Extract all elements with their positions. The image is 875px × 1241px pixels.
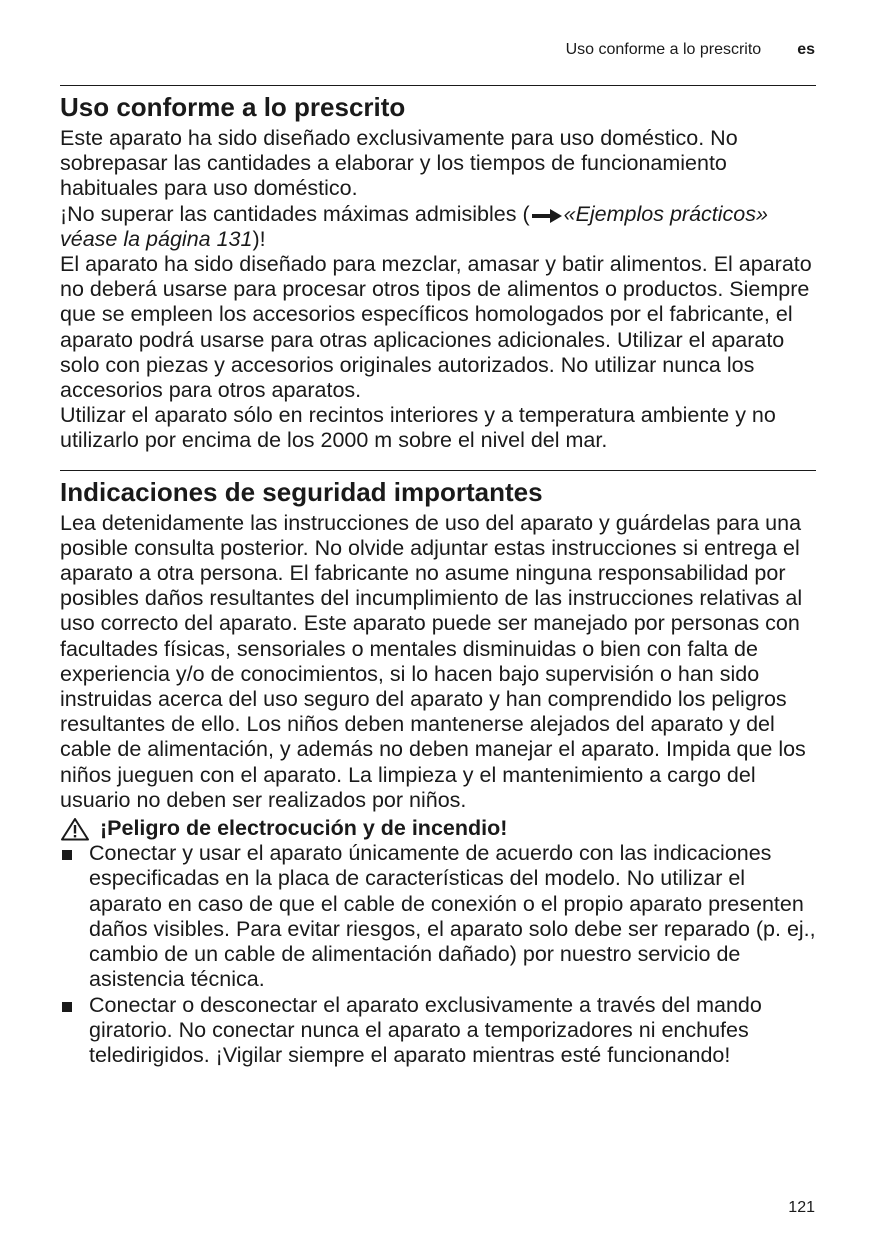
warning-heading — [60, 816, 816, 841]
language-code: es — [797, 41, 815, 58]
section-divider — [60, 85, 816, 86]
page-content — [60, 85, 816, 1068]
section-divider — [60, 470, 816, 471]
list-item — [60, 993, 816, 1069]
safety-list — [60, 841, 816, 1068]
list-item-text: Conectar o desconectar el aparato exclusivamente a través del mando giratorio. No conectar nunca el aparato a temporizadores ni enchufes teledirigidos. ¡Vigilar siempre el aparato mientras esté funcionando! — [89, 992, 762, 1067]
cross-reference-link[interactable]: «Ejemplos prácticos» véase la página 131 — [60, 201, 768, 251]
list-item — [60, 841, 816, 992]
reference-suffix: )! — [252, 226, 266, 251]
square-bullet-icon — [62, 1002, 72, 1012]
paragraph-with-reference — [60, 202, 816, 252]
arrow-right-icon — [532, 209, 562, 223]
paragraph: Este aparato ha sido diseñado exclusivamente para uso doméstico. No sobrepasar las cantidades a elaborar y los tiempos de funcionamiento habituales para uso doméstico. — [60, 126, 738, 201]
paragraph: Lea detenidamente las instrucciones de uso del aparato y guárdelas para una posible consulta posterior. No olvide adjuntar estas instrucciones si entrega el aparato a otra persona. El fabricante no asume ninguna responsabilidad por posibles daños resultantes del incumplimiento de las instrucciones relativas al uso correcto del aparato. Este aparato puede ser manejado por personas con facultades físicas, sensoriales o mentales disminuidas o bien con falta de experiencia y/o de conocimientos, si lo hacen bajo supervisión o han sido instruidas acerca del uso seguro del aparato y han comprendido los peligros resultantes de ello. Los niños deben mantenerse alejados del aparato y del cable de alimentación, y además no deben manejar el aparato. Impida que los niños jueguen con el aparato. La limpieza y el mantenimiento a cargo del usuario no deben ser realizados por niños. — [60, 510, 806, 812]
paragraph: El aparato ha sido diseñado para mezclar, amasar y batir alimentos. El aparato no deberá usarse para procesar otros tipos de alimentos o productos. Siempre que se empleen los accesorios específicos homologados por el fabricante, el aparato podrá usarse para otras aplicaciones adicionales. Utilizar el aparato solo con piezas y accesorios originales autorizados. No utilizar nunca los accesorios para otros aparatos. — [60, 252, 812, 403]
section-title-safety: Indicaciones de seguridad importantes — [60, 476, 543, 507]
reference-prefix: ¡No superar las cantidades máximas admisibles ( — [60, 201, 530, 226]
warning-triangle-icon — [60, 817, 90, 841]
running-title: Uso conforme a lo prescrito — [565, 41, 762, 58]
running-header — [566, 40, 815, 60]
square-bullet-icon — [62, 850, 72, 860]
paragraph: Utilizar el aparato sólo en recintos interiores y a temperatura ambiente y no utilizarlo por encima de los 2000 m sobre el nivel del mar. — [60, 403, 776, 453]
page-number: 121 — [788, 1199, 815, 1216]
section-title-intended-use: Uso conforme a lo prescrito — [60, 92, 406, 122]
list-item-text: Conectar y usar el aparato únicamente de acuerdo con las indicaciones especificadas en la placa de características del modelo. No utilizar el aparato en caso de que el cable de conexión o el propio aparato presenten daños visibles. Para evitar riesgos, el aparato solo debe ser reparado (p. ej., cambio de un cable de alimentación dañado) por nuestro servicio de asistencia técnica. — [89, 841, 816, 992]
warning-title: ¡Peligro de electrocución y de incendio! — [100, 816, 508, 841]
